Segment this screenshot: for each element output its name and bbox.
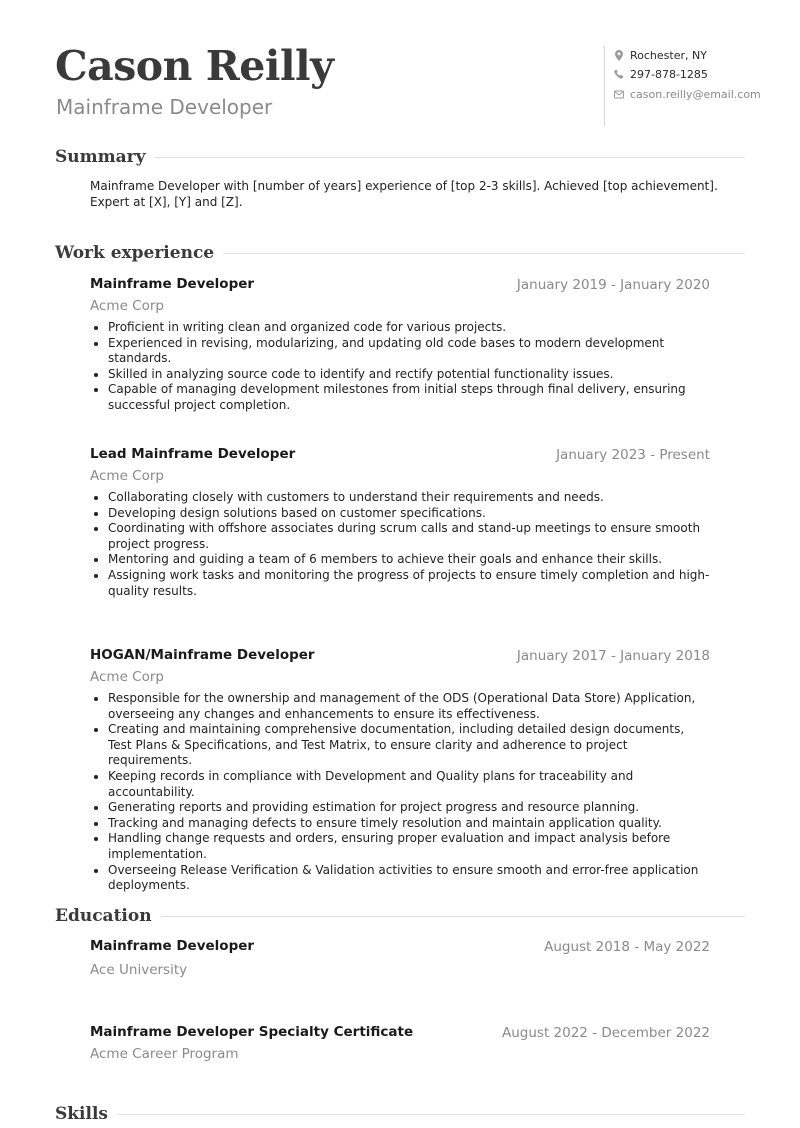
section-work-experience [55, 243, 745, 263]
work-company: Acme Corp [90, 669, 164, 685]
bullet-item: Tracking and managing defects to ensure timely resolution and maintain application quality. [90, 816, 710, 832]
divider [223, 253, 745, 254]
contact-email [614, 86, 761, 102]
section-title-summary: Summary [55, 147, 146, 167]
bullet-item: Generating reports and providing estimation for project progress and resource planning. [90, 800, 710, 816]
education-school: Ace University [90, 962, 188, 978]
work-role: HOGAN/Mainframe Developer [90, 647, 315, 663]
bullet-item: Collaborating closely with customers to understand their requirements and needs. [90, 490, 710, 506]
education-degree: Mainframe Developer Specialty Certificate [90, 1024, 414, 1040]
work-bullets [90, 691, 710, 894]
education-school: Acme Career Program [90, 1046, 239, 1062]
work-role: Lead Mainframe Developer [90, 446, 296, 462]
section-skills [55, 1104, 745, 1124]
contact-block [604, 46, 764, 126]
work-company: Acme Corp [90, 298, 164, 314]
bullet-item: Developing design solutions based on customer specifications. [90, 506, 710, 522]
work-dates: January 2019 - January 2020 [516, 277, 710, 293]
envelope-icon [614, 89, 624, 100]
divider [154, 157, 745, 158]
bullet-item: Keeping records in compliance with Development and Quality plans for traceability and accountability. [90, 769, 710, 800]
phone-icon [614, 69, 624, 80]
contact-phone [614, 66, 708, 82]
work-company: Acme Corp [90, 468, 164, 484]
work-dates: January 2017 - January 2018 [516, 648, 710, 664]
work-role: Mainframe Developer [90, 276, 255, 292]
education-dates: August 2022 - December 2022 [502, 1025, 710, 1041]
bullet-item: Creating and maintaining comprehensive documentation, including detailed design documents, Test Plans & Specifications, and Test Matrix, to ensure clarity and adherence to project requirements. [90, 722, 710, 769]
section-title-work: Work experience [55, 243, 215, 263]
section-title-skills: Skills [55, 1104, 109, 1124]
bullet-item: Handling change requests and orders, ensuring proper evaluation and impact analysis before implementation. [90, 831, 710, 862]
email-text[interactable]: cason.reilly@email.com [630, 87, 761, 101]
contact-location [614, 47, 707, 63]
job-title: Mainframe Developer [56, 95, 273, 119]
divider [161, 916, 745, 917]
bullet-item: Coordinating with offshore associates during scrum calls and stand-up meetings to ensure smooth project progress. [90, 521, 710, 552]
section-title-education: Education [55, 906, 152, 926]
location-text: Rochester, NY [630, 48, 707, 62]
bullet-item: Experienced in revising, modularizing, and updating old code bases to modern development standards. [90, 336, 710, 367]
section-education [55, 906, 745, 926]
education-degree: Mainframe Developer [90, 938, 255, 954]
summary-text: Mainframe Developer with [number of years] experience of [top 2-3 skills]. Achieved [top achievement]. Expert at [X], [Y] and [Z]. [90, 179, 718, 209]
work-dates: January 2023 - Present [556, 447, 710, 463]
work-bullets [90, 320, 710, 414]
location-pin-icon [614, 50, 624, 61]
work-bullets [90, 490, 710, 599]
bullet-item: Mentoring and guiding a team of 6 members to achieve their goals and enhance their skills. [90, 552, 710, 568]
bullet-item: Skilled in analyzing source code to identify and rectify potential functionality issues. [90, 367, 710, 383]
divider [117, 1114, 745, 1115]
candidate-name: Cason Reilly [55, 42, 334, 90]
bullet-item: Capable of managing development milestones from initial steps through final delivery, ensuring successful project completion. [90, 382, 710, 413]
bullet-item: Responsible for the ownership and management of the ODS (Operational Data Store) Application, overseeing any changes and enhancements to ensure its effectiveness. [90, 691, 710, 722]
bullet-item: Proficient in writing clean and organized code for various projects. [90, 320, 710, 336]
phone-text: 297-878-1285 [630, 67, 708, 81]
bullet-item: Assigning work tasks and monitoring the progress of projects to ensure timely completion and high-quality results. [90, 568, 710, 599]
section-summary [55, 147, 745, 167]
bullet-item: Overseeing Release Verification & Validation activities to ensure smooth and error-free application deployments. [90, 863, 710, 894]
education-dates: August 2018 - May 2022 [544, 939, 710, 955]
